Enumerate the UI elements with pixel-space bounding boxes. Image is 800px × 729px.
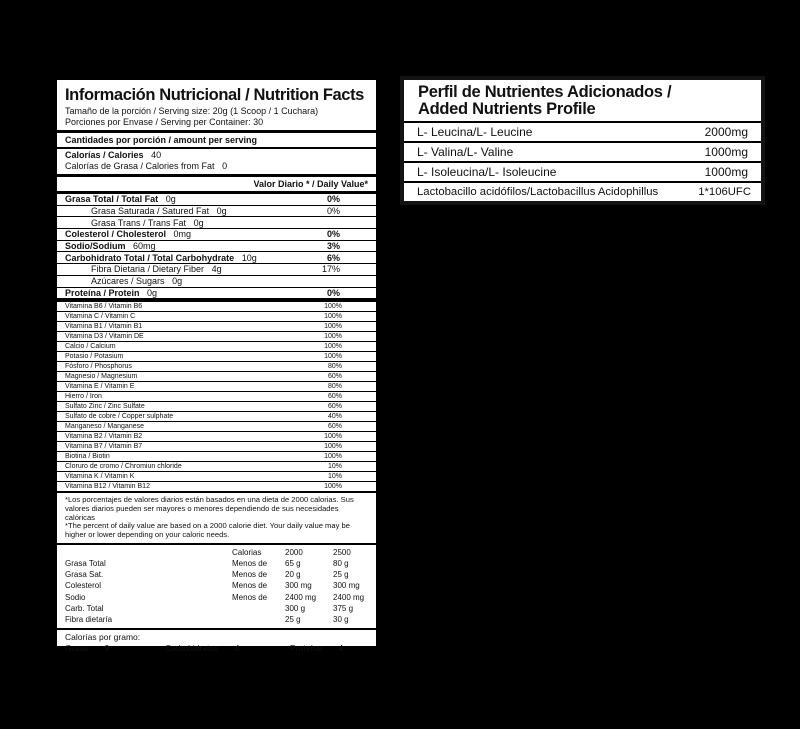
- calories-per-gram-item: [65, 643, 165, 654]
- vitamin-label: Vitamina E / Vitamin E: [65, 383, 135, 391]
- calories-value: 40: [151, 150, 162, 160]
- added-nutrients-title: [404, 80, 761, 121]
- vitamin-label: Vitamina B12 / Vitamin B12: [65, 483, 150, 491]
- nutrition-facts-panel: [55, 78, 378, 654]
- vitamin-row: [57, 301, 376, 311]
- calories-from-fat-label: Calorías de Grasa / Calories from Fat: [65, 161, 215, 171]
- ref-row-2500: 80 g: [333, 558, 349, 568]
- added-nutrient-label: Lactobacillo acidófilos/Lactobacillus Acidophillus: [417, 186, 659, 198]
- nutrient-amount: 0g: [172, 276, 183, 287]
- vitamin-daily-value: 100%: [324, 483, 342, 491]
- ref-row-qualifier: [232, 603, 285, 614]
- vitamin-row: [57, 461, 376, 471]
- vitamin-label: Sulfato de cobre / Copper sulphate: [65, 413, 174, 421]
- ref-row-qualifier: Menos de: [232, 581, 268, 591]
- added-nutrients-title-line1: Perfil de Nutrientes Adicionados /: [418, 83, 672, 101]
- vitamin-row: [57, 361, 376, 371]
- vitamin-label: Vitamina B6 / Vitamin B6: [65, 303, 143, 311]
- vitamin-label: Fósforo / Phosphorus: [65, 363, 132, 371]
- nutrient-label: Grasa Total / Total Fat: [65, 194, 159, 205]
- vitamin-label: Hierro / Iron: [65, 393, 102, 401]
- added-nutrient-row: [404, 161, 761, 181]
- vitamin-label: Vitamina D3 / Vitamin DE: [65, 333, 144, 341]
- added-nutrient-value: 1000mg: [704, 165, 748, 179]
- added-nutrient-row: [404, 141, 761, 161]
- vitamin-daily-value: 100%: [324, 303, 342, 311]
- vitamin-row: [57, 411, 376, 421]
- vitamin-row: [57, 351, 376, 361]
- added-nutrient-label: L- Isoleucina/L- Isoleucine: [417, 165, 557, 179]
- vitamin-label: Vitamina C / Vitamin C: [65, 313, 136, 321]
- vitamin-label: Biotina / Biotin: [65, 453, 110, 461]
- reference-table: [57, 543, 376, 628]
- vitamin-row: [57, 381, 376, 391]
- reference-table-row: [57, 614, 376, 625]
- nutrient-label: Fibra Dietaria / Dietary Fiber: [91, 264, 205, 275]
- ref-row-label: Fibra dietaría: [65, 614, 113, 624]
- cpg-value: 4: [338, 643, 344, 654]
- reference-table-header: [57, 547, 376, 558]
- nutrient-label: Colesterol / Cholesterol: [65, 229, 167, 240]
- vitamin-daily-value: 40%: [327, 413, 342, 421]
- nutrient-amount: 4g: [211, 264, 222, 275]
- calories-row: [65, 150, 368, 161]
- ref-row-qualifier: Menos de: [232, 592, 268, 602]
- ref-row-label: Grasa Sat.: [65, 570, 104, 580]
- vitamin-row: [57, 421, 376, 431]
- reference-table-rows: [57, 558, 376, 625]
- cpg-value: 9: [104, 643, 110, 654]
- ref-row-2000: 300 mg: [285, 581, 312, 591]
- vitamin-row: [57, 441, 376, 451]
- ref-row-2500: 300 mg: [333, 581, 360, 591]
- vitamin-daily-value: 100%: [324, 443, 342, 451]
- ref-row-2500: 25 g: [333, 570, 349, 580]
- nutrient-row: [57, 251, 376, 263]
- nutrient-amount: 0g: [165, 194, 176, 205]
- ref-row-2000: 25 g: [285, 614, 301, 624]
- vitamin-row: [57, 341, 376, 351]
- ref-row-2000: 300 g: [285, 603, 306, 613]
- vitamin-row: [57, 401, 376, 411]
- vitamin-daily-value: 80%: [327, 363, 342, 371]
- nutrient-amount: 10g: [241, 252, 257, 263]
- calories-from-fat-value: 0: [222, 161, 228, 171]
- added-nutrient-value: 1*106UFC: [698, 186, 751, 198]
- vitamin-daily-value: 60%: [327, 393, 342, 401]
- nutrient-row: [57, 275, 376, 287]
- vitamin-label: Magnesio / Magnesium: [65, 373, 138, 381]
- nutrient-amount: 0g: [193, 217, 204, 228]
- vitamin-label: Calcio / Calcium: [65, 343, 116, 351]
- ref-header-qualifier: Calorias: [232, 547, 262, 557]
- added-nutrient-value: 2000mg: [704, 125, 748, 139]
- ref-header-2000: 2000: [285, 547, 303, 557]
- reference-table-row: [57, 569, 376, 580]
- nutrient-daily-value: 0%: [326, 194, 340, 205]
- calories-from-fat-row: [65, 161, 368, 172]
- added-nutrients-title-line2: Added Nutrients Profile: [418, 100, 596, 118]
- amount-per-serving-header: Cantidades por porción / amount per serving: [57, 133, 376, 149]
- ref-row-2000: 2400 mg: [285, 592, 317, 602]
- vitamin-rows: [57, 298, 376, 491]
- nutrient-daily-value: 0%: [326, 229, 340, 240]
- added-nutrients-panel: [400, 76, 765, 205]
- nutrient-rows: [57, 193, 376, 298]
- ref-row-label: Carb. Total: [65, 603, 104, 613]
- calories-label: Calorías / Calories: [65, 150, 144, 160]
- vitamin-daily-value: 10%: [327, 473, 342, 481]
- nutrient-daily-value: 0%: [326, 206, 340, 217]
- calories-per-gram-items: [65, 643, 368, 654]
- nutrient-label: Grasa Trans / Trans Fat: [91, 217, 187, 228]
- nutrient-label: Proteína / Protein: [65, 287, 140, 298]
- vitamin-daily-value: 60%: [327, 373, 342, 381]
- vitamin-row: [57, 481, 376, 491]
- calories-per-gram-heading: Calorías por gramo:: [65, 632, 141, 643]
- footnote-english: *The percent of daily value are based on a 2000 calorie diet. Your daily value may be higher or lower depending on your caloric needs.: [65, 521, 350, 539]
- serving-size: Tamaño de la porción / Serving size: 20g (1 Scoop / 1 Cuchara): [65, 106, 319, 116]
- nutrient-row: [57, 228, 376, 240]
- footnote-spanish: *Los porcentajes de valores diarios están basados en una dieta de 2000 calorias. Sus valores diarios pueden ser mayores o menores dependiendo de sus necesidades calóricas: [65, 495, 354, 522]
- cpg-label: Grasa: [65, 643, 89, 654]
- vitamin-row: [57, 311, 376, 321]
- added-nutrient-label: L- Leucina/L- Leucine: [417, 125, 533, 139]
- ref-header-2500: 2500: [333, 547, 351, 557]
- vitamin-label: Vitamina K / Vitamin K: [65, 473, 135, 481]
- nutrient-amount: 0mg: [173, 229, 192, 240]
- vitamin-daily-value: 100%: [324, 313, 342, 321]
- calories-per-gram: [57, 628, 376, 654]
- vitamin-row: [57, 451, 376, 461]
- ref-row-qualifier: Menos de: [232, 570, 268, 580]
- vitamin-daily-value: 100%: [324, 453, 342, 461]
- calories-per-gram-item: [165, 643, 290, 654]
- servings-per-container: Porciones por Envase / Serving per Container: 30: [65, 116, 264, 127]
- vitamin-daily-value: 100%: [324, 323, 342, 331]
- cpg-label: Carbohidratos: [165, 643, 219, 654]
- ref-row-2000: 20 g: [285, 570, 301, 580]
- added-nutrient-row: [404, 121, 761, 141]
- nutrient-label: Azúcares / Sugars: [91, 276, 165, 287]
- nutrient-row: [57, 205, 376, 217]
- ref-row-2500: 2400 mg: [333, 592, 365, 602]
- nutrient-amount: 60mg: [133, 241, 156, 252]
- vitamin-daily-value: 100%: [324, 343, 342, 351]
- nutrition-title: Información Nutricional / Nutrition Facts: [65, 86, 364, 104]
- nutrient-amount: 0g: [216, 206, 227, 217]
- ref-row-label: Grasa Total: [65, 558, 106, 568]
- vitamin-daily-value: 60%: [327, 423, 342, 431]
- nutrient-label: Carbohidrato Total / Total Carbohydrate: [65, 252, 235, 263]
- vitamin-daily-value: 100%: [324, 433, 342, 441]
- vitamin-row: [57, 471, 376, 481]
- ref-row-2500: 375 g: [333, 603, 354, 613]
- nutrient-label: Grasa Saturada / Satured Fat: [91, 206, 210, 217]
- daily-value-header: Valor Diario * / Daily Value*: [57, 174, 376, 193]
- vitamin-daily-value: 10%: [327, 463, 342, 471]
- vitamin-label: Sulfato Zinc / Zinc Sulfate: [65, 403, 145, 411]
- vitamin-daily-value: 80%: [327, 383, 342, 391]
- ref-row-qualifier: [232, 614, 285, 625]
- nutrient-row: [57, 193, 376, 205]
- vitamin-row: [57, 371, 376, 381]
- ref-row-2500: 30 g: [333, 614, 349, 624]
- nutrient-row: [57, 216, 376, 228]
- nutrient-daily-value: 3%: [326, 241, 340, 252]
- cpg-label: Proteína: [290, 643, 323, 654]
- ref-row-label: Colesterol: [65, 581, 102, 591]
- vitamin-label: Potasio / Potasium: [65, 353, 124, 361]
- ref-row-label: Sodio: [65, 592, 86, 602]
- added-nutrient-value: 1000mg: [704, 145, 748, 159]
- nutrient-label: Sodio/Sodium: [65, 241, 126, 252]
- cpg-value: 4: [234, 643, 240, 654]
- added-nutrient-label: L- Valina/L- Valine: [417, 145, 514, 159]
- vitamin-row: [57, 431, 376, 441]
- calories-per-gram-item: [290, 643, 368, 654]
- reference-table-row: [57, 558, 376, 569]
- vitamin-row: [57, 331, 376, 341]
- nutrient-daily-value: 0%: [326, 287, 340, 298]
- vitamin-label: Cloruro de cromo / Chromiun chloride: [65, 463, 182, 471]
- nutrient-row: [57, 240, 376, 252]
- ref-header-label: [65, 547, 232, 558]
- daily-value-footnote: [57, 491, 376, 543]
- reference-table-row: [57, 580, 376, 591]
- vitamin-daily-value: 100%: [324, 333, 342, 341]
- reference-table-row: [57, 592, 376, 603]
- nutrient-row: [57, 263, 376, 275]
- vitamin-daily-value: 100%: [324, 353, 342, 361]
- added-nutrient-rows: [404, 121, 761, 201]
- nutrient-amount: 0g: [147, 287, 158, 298]
- calories-block: [57, 149, 376, 174]
- nutrient-row: [57, 287, 376, 299]
- vitamin-label: Vitamina B7 / Vitamin B7: [65, 443, 143, 451]
- vitamin-row: [57, 391, 376, 401]
- vitamin-row: [57, 321, 376, 331]
- vitamin-label: Manganeso / Manganese: [65, 423, 144, 431]
- vitamin-label: Vitamina B1 / Vitamin B1: [65, 323, 143, 331]
- ref-row-qualifier: Menos de: [232, 558, 268, 568]
- nutrient-daily-value: 17%: [321, 264, 340, 275]
- vitamin-daily-value: 60%: [327, 403, 342, 411]
- nutrient-daily-value: 6%: [326, 252, 340, 263]
- vitamin-label: Vitamina B2 / Vitamin B2: [65, 433, 143, 441]
- ref-row-2000: 65 g: [285, 558, 301, 568]
- reference-table-row: [57, 603, 376, 614]
- added-nutrient-row: [404, 181, 761, 201]
